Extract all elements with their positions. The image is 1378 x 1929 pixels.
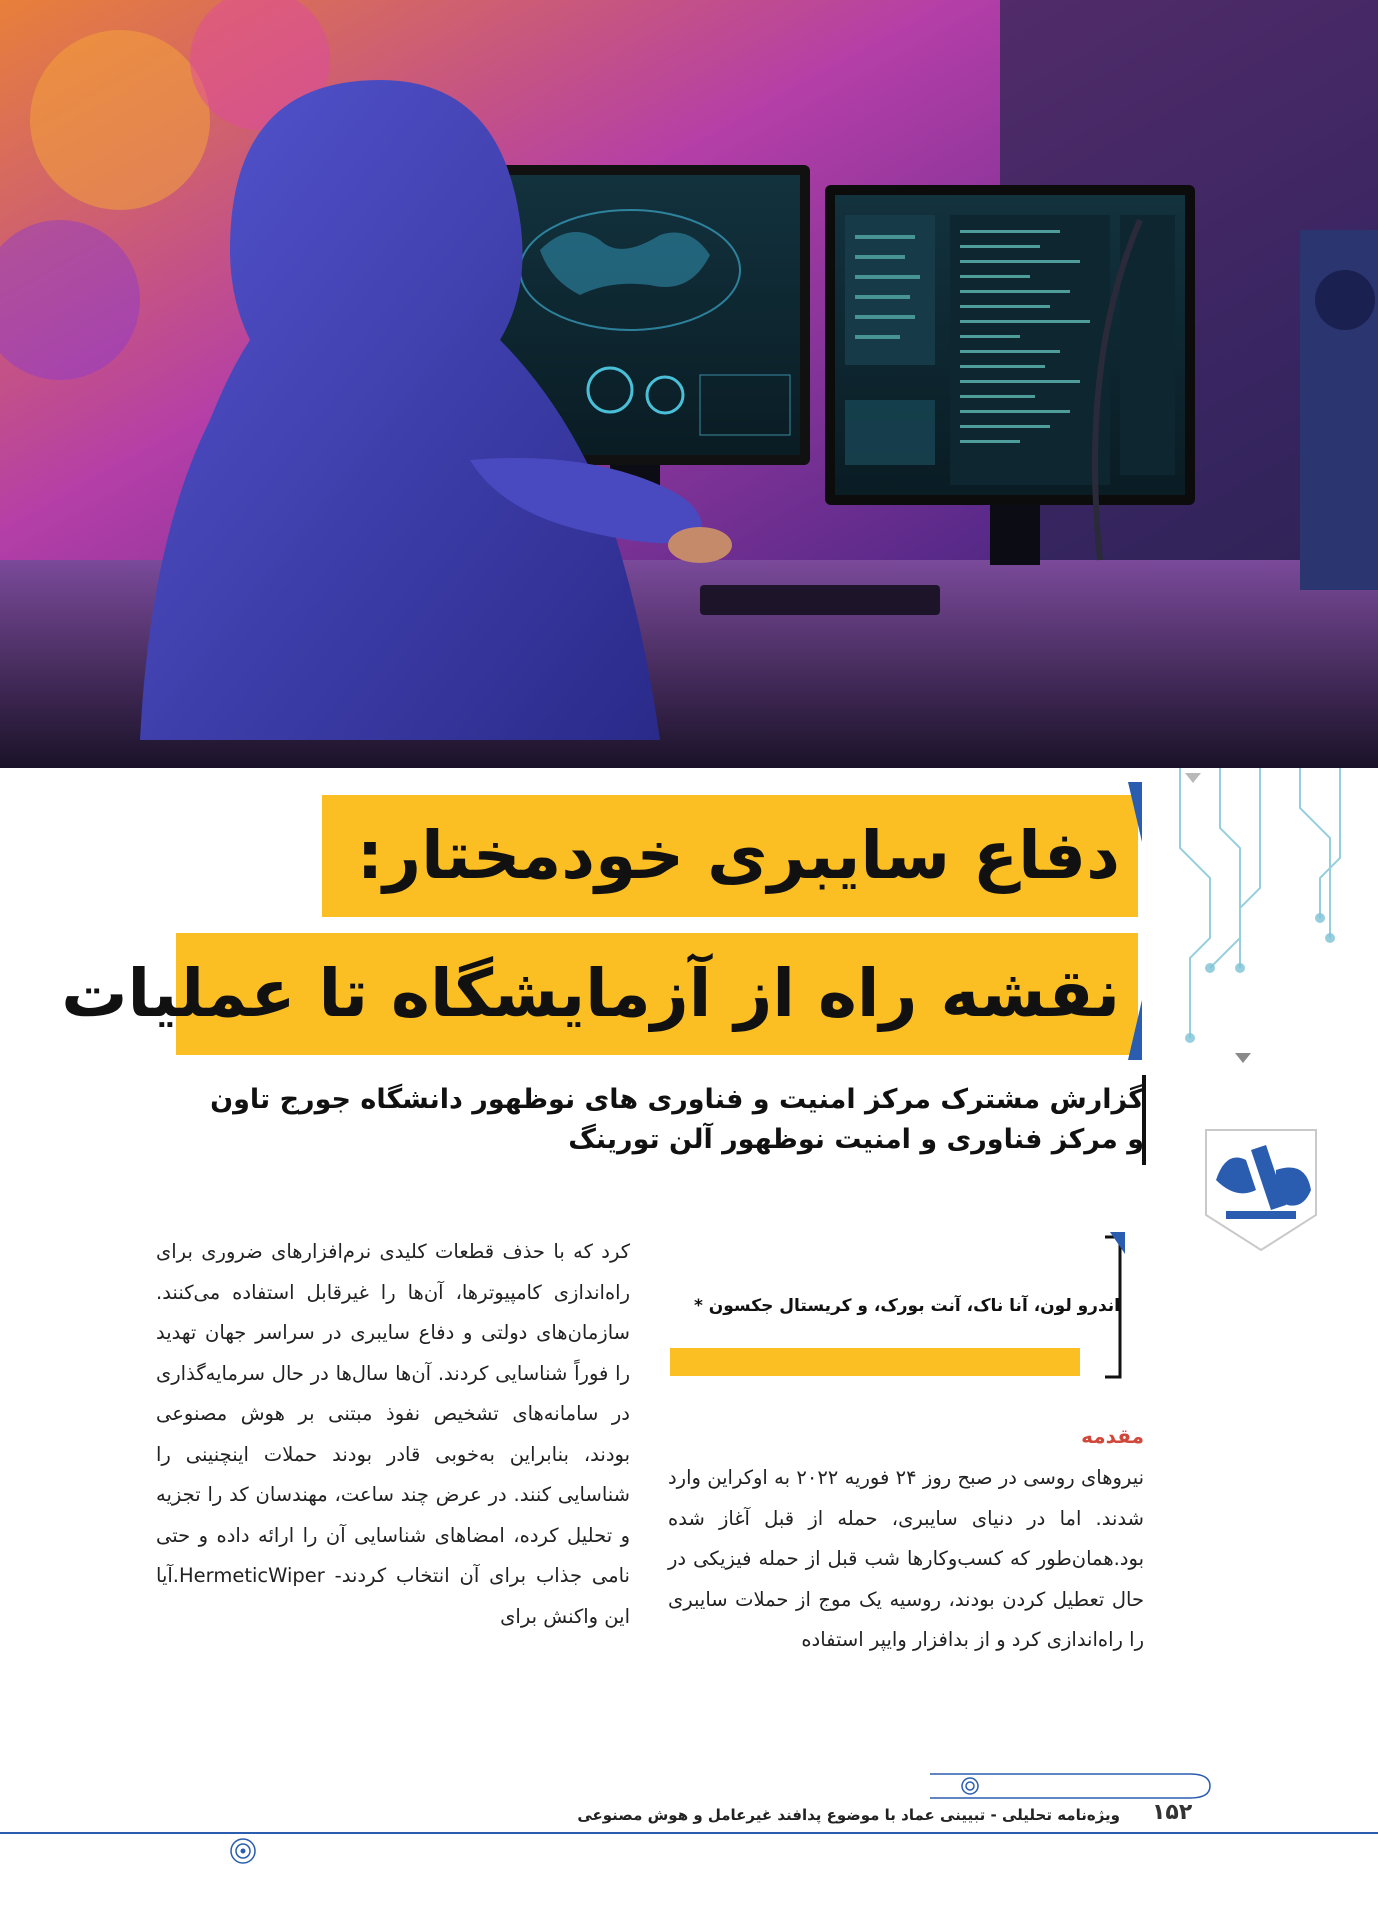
footer-spiral-icon — [228, 1836, 258, 1866]
paragraph-left: کرد که با حذف قطعات کلیدی نرم‌افزارهای ضروری برای راه‌اندازی کامپیوترها، آن‌ها را غیرقابل استفاده می‌کنند. سازمان‌های دولتی و دفاع سایبری در سراسر جهان تهدید را فوراً شناسایی کردند. آن‌ها سال‌ها در حال سرمایه‌گذاری در سامانه‌های تشخیص نفوذ مبتنی بر هوش مصنوعی بودند، بنابراین به‌خوبی قادر بودند حملات اینچنینی را شناسایی کنند. در عرض چند ساعت، مهندسان کد را تجزیه و تحلیل کرده، امضاهای شناسایی آن را ارائه داده و حتی نامی جذاب برای آن انتخاب کردند- HermeticWiper.آیا این واکنش برای — [156, 1240, 630, 1628]
page-number: ۱۵۲ — [1152, 1800, 1193, 1825]
hero-illustration — [0, 0, 1378, 768]
footer-rule — [0, 1832, 1378, 1834]
title-line-1: دفاع سایبری خودمختار: — [322, 795, 1138, 917]
title-line-2: نقشه راه از آزمایشگاه تا عملیات — [176, 933, 1138, 1055]
subtitle-line-2: و مرکز فناوری و امنیت نوظهور آلن تورینگ — [568, 1124, 1144, 1155]
hero-image — [0, 0, 1378, 768]
authors-accent-bar — [670, 1348, 1080, 1376]
footer-text: ویژه‌نامه تحلیلی - تبیینی عماد با موضوع پدافند غیرعامل و هوش مصنوعی — [577, 1806, 1120, 1824]
circuit-decoration — [1160, 768, 1378, 1088]
paragraph-right: نیروهای روسی در صبح روز ۲۴ فوریه ۲۰۲۲ به اوکراین وارد شدند. اما در دنیای سایبری، حمله از قبل آغاز شده بود.همان‌طور که کسب‌وکارها شب قبل از حمله فیزیکی در حال تعطیل کردن بودند، روسیه یک موج از حملات سایبری را راه‌اندازی کرد و از بدافزار وایپر استفاده — [668, 1466, 1145, 1651]
subtitle — [184, 1080, 1144, 1160]
title-corner-accent — [1128, 782, 1142, 842]
body-column-right — [668, 1458, 1144, 1661]
title-corner-accent-2 — [1128, 1000, 1142, 1060]
body-column-left — [156, 1232, 630, 1637]
section-heading: مقدمه — [1081, 1424, 1144, 1448]
subtitle-line-1: گزارش مشترک مرکز امنیت و فناوری های نوظهور دانشگاه جورج تاون — [210, 1084, 1144, 1115]
authors: اندرو لون، آنا ناک، آنت بورک، و کریستال جکسون * — [693, 1296, 1120, 1316]
emad-logo-icon — [1196, 1120, 1326, 1260]
